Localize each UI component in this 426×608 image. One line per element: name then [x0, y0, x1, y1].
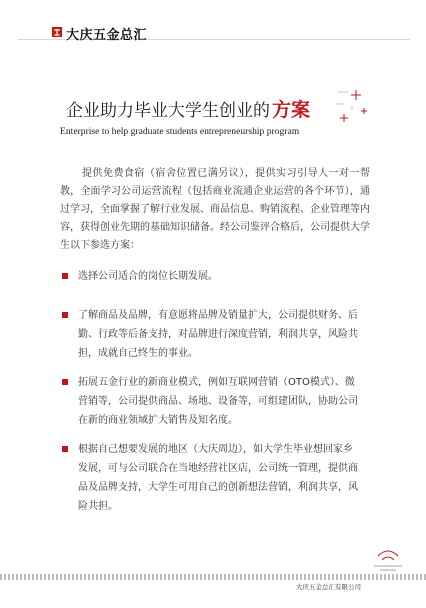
list-item — [62, 373, 362, 430]
company-logo-text: 大庆五金总汇 — [66, 28, 148, 43]
list-item-text: 选择公司适合的岗位长期发展。 — [78, 271, 218, 282]
list-item — [62, 306, 362, 363]
title-highlight: 方案 — [272, 99, 311, 121]
list-item-text: 了解商品及品牌，有意愿将品牌及销量扩大，公司提供财务、后勤、行政等后备支持，对品牌进行深度营销，利润共享，风险共担，成就自己终生的事业。 — [78, 310, 358, 359]
logo-icon — [52, 27, 62, 37]
list-item-text: 拓展五金行业的新商业模式，例如互联网营销（OTO模式）、微营销等，公司提供商品、场地、设备等，可组建团队，协助公司在新的商业领域扩大销售及知名度。 — [78, 377, 358, 426]
list-item-text: 根据自己想要发展的地区（大庆周边），如大学生毕业想回家乡发展，可与公司联合在当地经营社区店，公司统一管理，提供商品及品牌支持，大学生可用自己的创新想法营销，利润共享，风险共担。 — [78, 444, 358, 512]
bullet-square-icon — [62, 312, 68, 318]
page-subtitle: Enterprise to help graduate students entrepreneurship program — [60, 126, 300, 137]
bullet-square-icon — [62, 446, 68, 452]
bullet-square-icon — [62, 273, 68, 279]
footer-company-name: 大庆五金总汇有限公司 — [296, 583, 361, 591]
list-item — [62, 267, 362, 286]
list-item — [62, 440, 362, 516]
footer-stripe — [0, 574, 426, 580]
page-title — [66, 95, 310, 122]
intro-paragraph: 提供免费食宿（宿舍位置已满另议），提供实习引导人一对一帮教，全面学习公司运营流程（包括商业流通企业运营的各个环节），通过学习，全面掌握了解行业发展、商品信息、购销流程、企业管理等内容，获得创业先期的基础知识储备。经公司鉴评合格后，公司提供大学生以下参选方案： — [60, 168, 370, 251]
title-main: 企业助力毕业大学生创业的 — [66, 101, 270, 121]
sparkle-decoration-icon — [334, 86, 374, 134]
bullet-square-icon — [62, 379, 68, 385]
